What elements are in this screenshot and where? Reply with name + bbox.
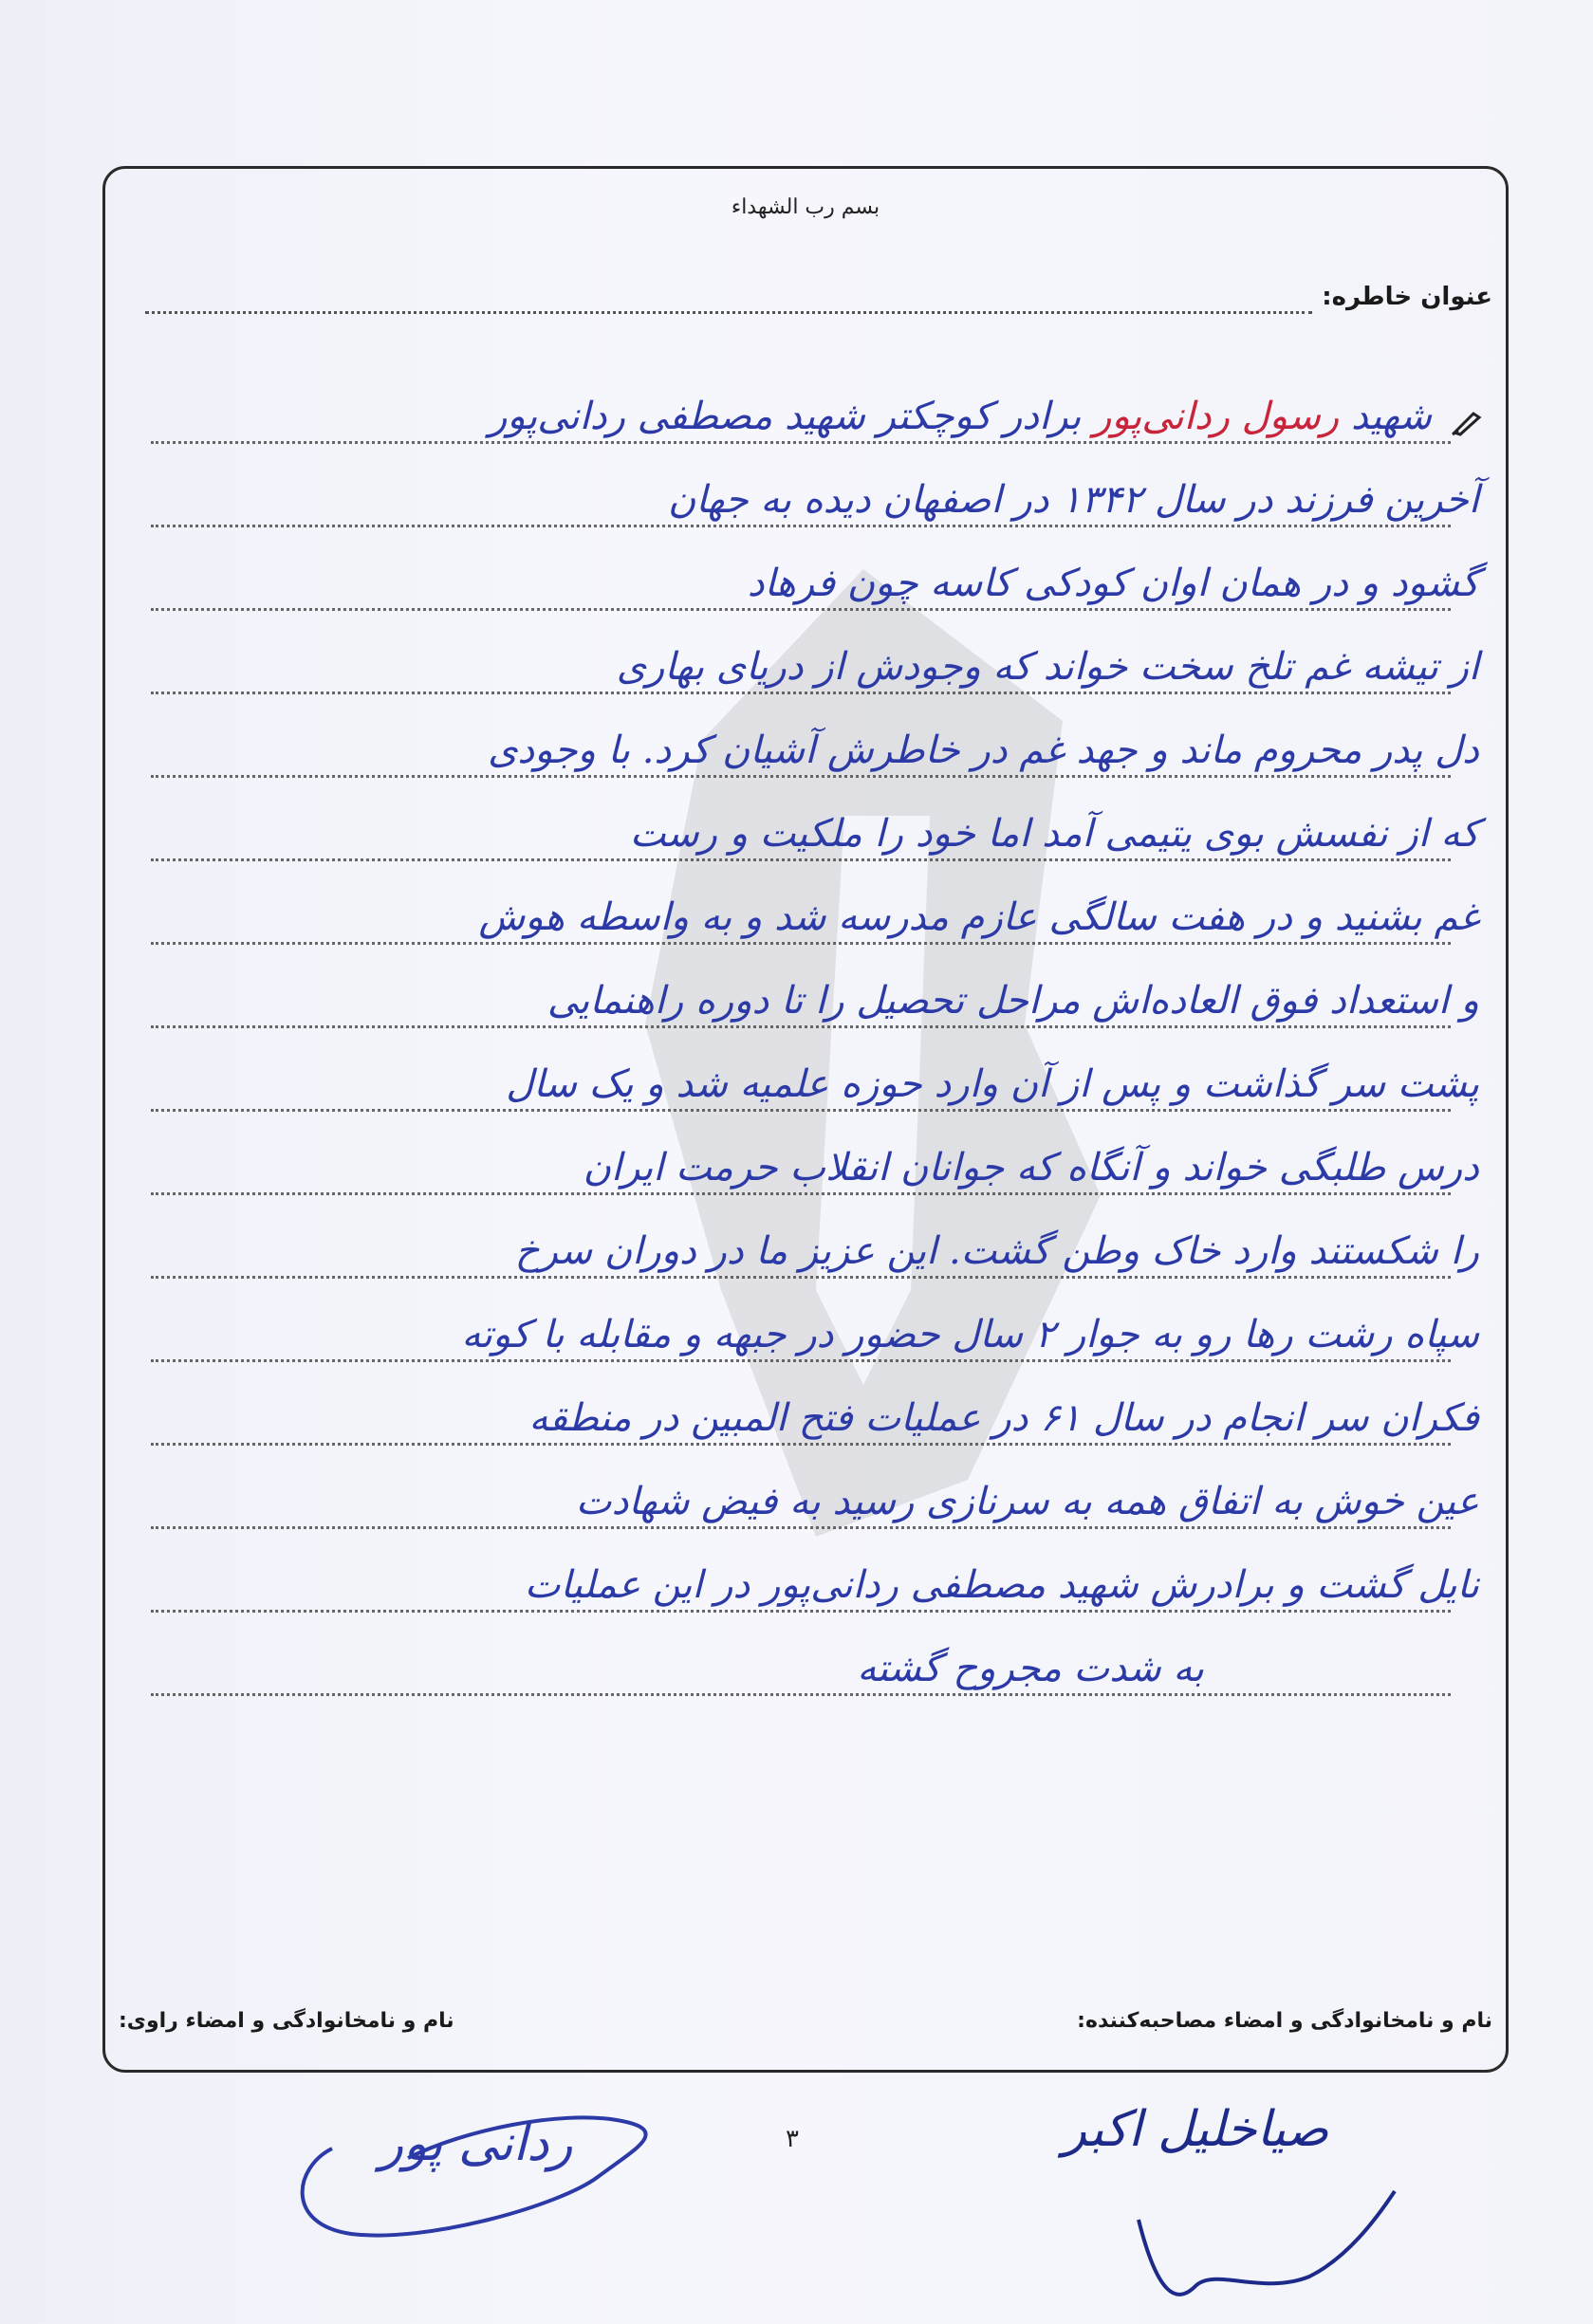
handwritten-line-8: و استعداد فوق العاده‌اش مراحل تحصیل را تا دوره راهنمایی <box>546 979 1479 1023</box>
text-line-14 <box>141 1453 1489 1537</box>
interviewer-signature-scribble <box>1120 2182 1404 2315</box>
title-dotted-line <box>145 311 1312 314</box>
dotted-rule <box>151 1276 1451 1279</box>
handwritten-line-16: به شدت مجروح گشته <box>857 1647 1204 1690</box>
handwritten-brother-text: برادر کوچکتر شهید مصطفی ردانی‌پور <box>489 395 1082 438</box>
dotted-rule <box>151 1025 1451 1028</box>
text-line-5 <box>141 702 1489 785</box>
handwritten-line-12: سپاه رشت رها رو به جوار ۲ سال حضور در جبهه و مقابله با کوته <box>461 1313 1479 1356</box>
dotted-rule <box>151 692 1451 694</box>
dotted-rule <box>151 1359 1451 1362</box>
memoir-title-label: عنوان خاطره: <box>1322 283 1492 311</box>
text-line-4 <box>141 618 1489 702</box>
dotted-rule <box>151 775 1451 778</box>
handwritten-line-11: را شکستند وارد خاک وطن گشت. این عزیز ما در دوران سرخ <box>514 1229 1479 1273</box>
dotted-rule <box>151 942 1451 945</box>
text-line-1 <box>141 368 1489 452</box>
dotted-rule <box>151 1693 1451 1696</box>
text-line-7 <box>141 869 1489 952</box>
text-line-11 <box>141 1203 1489 1286</box>
basmala-heading: بسم رب الشهداء <box>731 195 880 219</box>
handwritten-line-15: نایل گشت و برادرش شهید مصطفی ردانی‌پور در این عملیات <box>524 1563 1479 1607</box>
handwritten-line-13: فکران سر انجام در سال ۶۱ در عملیات فتح المبین در منطقه <box>528 1396 1479 1440</box>
text-line-15 <box>141 1537 1489 1620</box>
page-number: ۳ <box>786 2125 799 2153</box>
text-line-3 <box>141 535 1489 618</box>
title-row <box>126 283 1492 321</box>
interviewer-signature-label: نام و نامخانوادگی و امضاء مصاحبه‌کننده: <box>1077 2009 1492 2033</box>
text-line-2 <box>141 452 1489 535</box>
text-line-8 <box>141 952 1489 1036</box>
text-line-12 <box>141 1286 1489 1370</box>
handwritten-line-7: غم بشنید و در هفت سالگی عازم مدرسه شد و به واسطه هوش <box>478 895 1479 939</box>
handwritten-line-5: دل پدر محروم ماند و جهد غم در خاطرش آشیان کرد. با وجودی <box>488 729 1479 772</box>
dotted-rule <box>151 858 1451 861</box>
dotted-rule <box>151 1192 1451 1195</box>
handwritten-line-9: پشت سر گذاشت و پس از آن وارد حوزه علمیه شد و یک سال <box>506 1062 1479 1106</box>
handwritten-line-2: آخرین فرزند در سال ۱۳۴۲ در اصفهان دیده به جهان <box>667 478 1479 522</box>
dotted-rule <box>151 441 1451 444</box>
dotted-rule <box>151 1109 1451 1112</box>
dotted-rule <box>151 1526 1451 1529</box>
handwritten-line-1 <box>151 395 1432 438</box>
text-line-16 <box>141 1620 1489 1704</box>
dotted-rule <box>151 1443 1451 1446</box>
dotted-rule <box>151 1610 1451 1613</box>
narrator-signature-label: نام و نامخانوادگی و امضاء راوی: <box>119 2009 454 2033</box>
handwritten-word-shahid: شهید <box>1350 395 1432 438</box>
handwritten-line-10: درس طلبگی خواند و آنگاه که جوانان انقلاب حرمت ایران <box>583 1146 1479 1190</box>
handwritten-line-14: عین خوش به اتفاق همه به سرنازی رسید به فیض شهادت <box>575 1480 1479 1523</box>
pen-icon <box>1451 408 1483 436</box>
handwritten-line-6: که از نفسش بوی یتیمی آمد اما خود را ملکیت و رست <box>629 812 1479 856</box>
handwritten-line-3: گشود و در همان اوان کودکی کاسه چون فرهاد <box>747 562 1479 605</box>
martyr-name-red: رسول ردانی‌پور <box>1093 395 1340 438</box>
handwritten-line-4: از تیشه غم تلخ سخت خواند که وجودش از دریای بهاری <box>616 645 1479 689</box>
interviewer-signature-text: صیاخلیل اکبر <box>1063 2101 1329 2158</box>
dotted-rule <box>151 525 1451 527</box>
dotted-rule <box>151 608 1451 611</box>
text-line-13 <box>141 1370 1489 1453</box>
narrator-signature-text: ردانی پور <box>380 2115 573 2172</box>
text-line-10 <box>141 1119 1489 1203</box>
text-line-6 <box>141 785 1489 869</box>
text-line-9 <box>141 1036 1489 1119</box>
memoir-form-frame <box>102 166 1509 2073</box>
